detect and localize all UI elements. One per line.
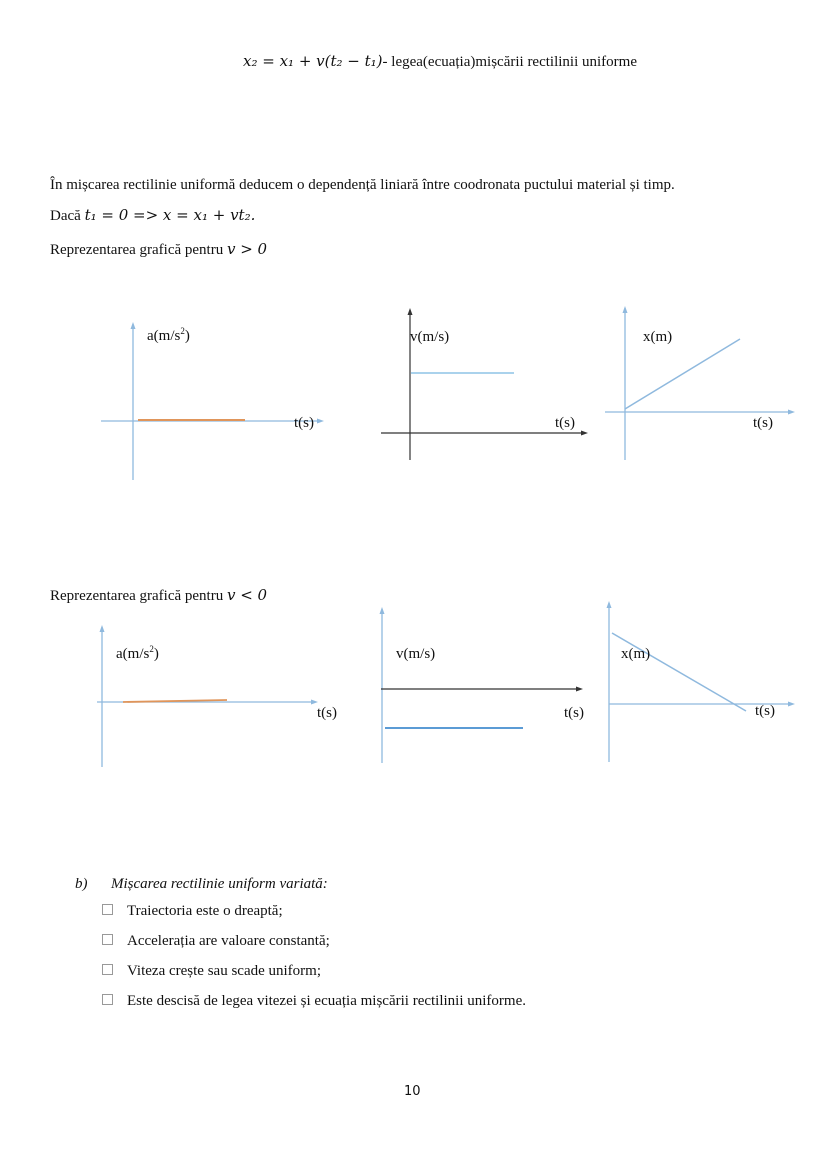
- graph-velocity-positive: [378, 305, 598, 465]
- graph-position-negative: [600, 600, 810, 765]
- list-item: [102, 962, 526, 992]
- checkbox-icon: [102, 934, 113, 945]
- list-item: [102, 992, 526, 1022]
- checkbox-icon: [102, 904, 113, 915]
- condition-formula: t₁ = 0 => x = x₁ + vt₂.: [84, 206, 256, 224]
- section-negative-text: Reprezentarea grafică pentru: [50, 588, 224, 604]
- list-item-text: Viteza crește sau scade uniform;: [127, 963, 322, 979]
- t-axis-label: t(s): [317, 705, 337, 721]
- t-axis-label: t(s): [294, 415, 314, 431]
- section-positive-text: Reprezentarea grafică pentru: [50, 242, 224, 258]
- section-b-list: [102, 902, 526, 1022]
- list-item: [102, 932, 526, 962]
- graph-position-positive: [600, 305, 800, 465]
- section-positive-condition: v > 0: [226, 240, 268, 258]
- checkbox-icon: [102, 994, 113, 1005]
- page-number: 10: [404, 1084, 421, 1099]
- section-b-title: Mișcarea rectilinie uniform variată:: [111, 876, 328, 892]
- graph-acceleration-negative: [95, 622, 335, 772]
- a-axis-label: $a(m/s^2)$: [147, 326, 190, 344]
- paragraph-linear-dependence: În mișcarea rectilinie uniformă deducem o dependență liniară între coodronata puctului material și timp.: [50, 177, 675, 193]
- x-axis-label: x(m): [643, 329, 673, 345]
- t-axis-label: t(s): [564, 705, 584, 721]
- section-b-heading: [75, 875, 328, 893]
- equation-caption: - legea(ecuația)mișcării rectilinii uniforme: [382, 54, 637, 70]
- v-axis-label: v(m/s): [396, 646, 436, 662]
- t-axis-label: t(s): [555, 415, 575, 431]
- a-axis-label: $a(m/s^2)$: [116, 644, 159, 662]
- t-axis-label: t(s): [753, 415, 773, 431]
- section-positive-title: [50, 240, 267, 259]
- list-item-text: Accelerația are valoare constantă;: [127, 933, 330, 949]
- x-axis-label: x(m): [621, 646, 651, 662]
- equation-formula: x₂ = x₁ + v(t₂ − t₁): [243, 52, 383, 70]
- paragraph-condition: [50, 206, 255, 225]
- list-item-text: Este descisă de legea vitezei și ecuația mișcării rectilinii uniforme.: [127, 993, 527, 1009]
- list-item-text: Traiectoria este o dreaptă;: [127, 903, 283, 919]
- t-axis-label: t(s): [755, 703, 775, 719]
- checkbox-icon: [102, 964, 113, 975]
- section-negative-title: [50, 586, 267, 605]
- graph-velocity-negative: [378, 605, 598, 765]
- section-negative-condition: v < 0: [226, 586, 268, 604]
- section-b-marker: b): [75, 876, 88, 892]
- graph-acceleration-positive: [95, 320, 335, 485]
- list-item: [102, 902, 526, 932]
- header-equation: [243, 52, 637, 71]
- v-axis-label: v(m/s): [410, 329, 450, 345]
- condition-prefix: Dacă: [50, 208, 81, 224]
